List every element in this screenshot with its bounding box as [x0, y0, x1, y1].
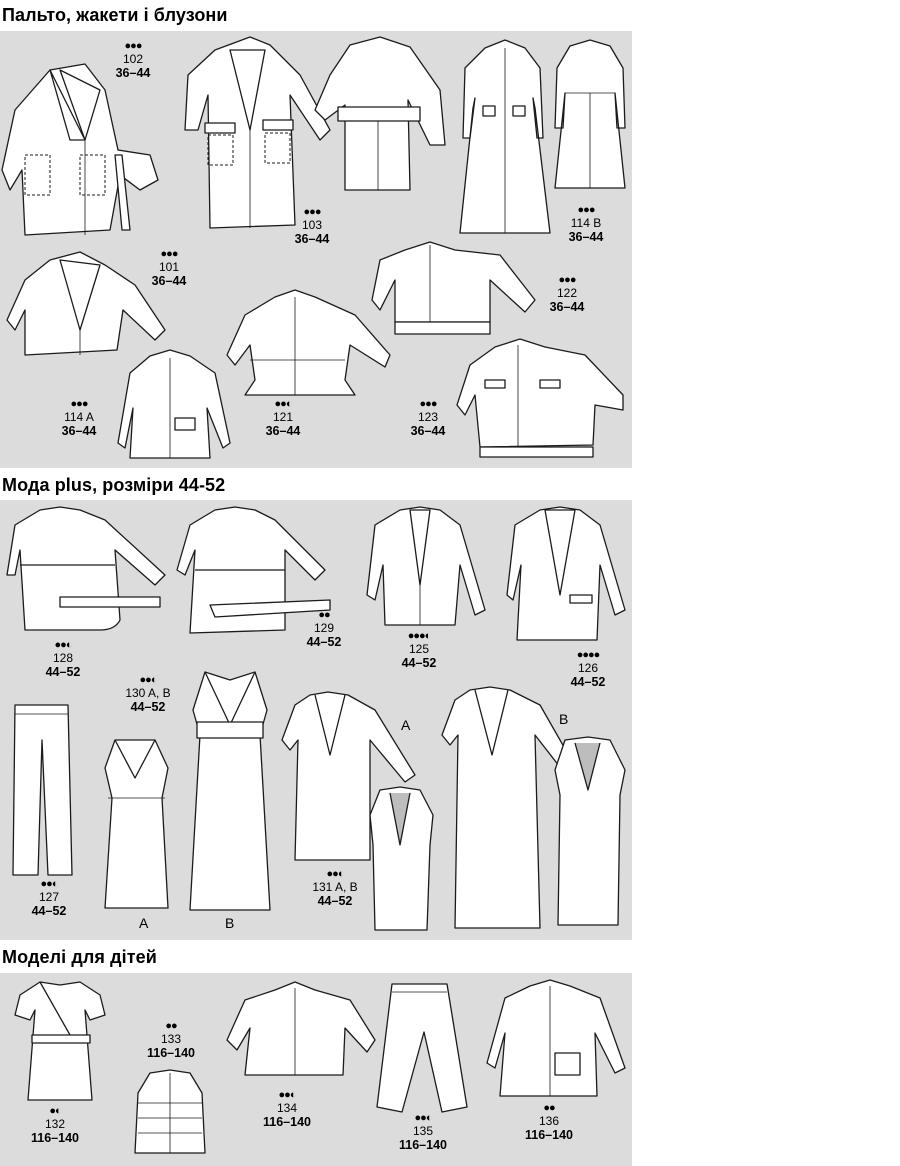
model-label-121: [258, 398, 308, 439]
variant-label-130b: B: [225, 915, 235, 931]
variant-label-131a: A: [401, 717, 411, 733]
variant-label-130a: A: [139, 915, 149, 931]
section-title-plus: Мода plus, розміри 44-52: [2, 475, 226, 495]
model-label-135: [395, 1112, 451, 1153]
model-number: 127: [38, 889, 60, 904]
size-range: 116–140: [147, 1046, 195, 1061]
model-number: 123: [417, 409, 439, 424]
model-label-102: [108, 40, 158, 81]
model-number: 134: [276, 1100, 298, 1115]
model-number: 136: [538, 1113, 560, 1128]
difficulty-dots: ●◐: [49, 1105, 61, 1117]
model-number: 121: [272, 409, 294, 424]
model-number: 131 A, B: [312, 879, 358, 894]
section-title-kids: Моделі для дітей: [2, 947, 157, 967]
model-label-125: [394, 630, 444, 671]
difficulty-dots: ●●●◐: [407, 630, 431, 642]
difficulty-dots: ●●: [165, 1020, 177, 1032]
coat-103-back-drawing: [310, 35, 450, 195]
model-label-122: [542, 274, 592, 315]
model-number: 128: [52, 650, 74, 665]
model-label-133: [143, 1020, 199, 1061]
size-range: 116–140: [31, 1131, 79, 1146]
model-number: 122: [556, 285, 578, 300]
blazer-126-drawing: [505, 505, 630, 645]
dress-131a-back-drawing: [365, 785, 440, 935]
model-label-132: [27, 1105, 83, 1146]
difficulty-dots: ●●: [543, 1102, 555, 1114]
difficulty-dots: ●●◐: [326, 868, 344, 880]
dress-coat-114b-back-drawing: [545, 38, 635, 193]
model-number: 135: [412, 1123, 434, 1138]
size-range: 44–52: [306, 635, 342, 650]
model-label-103: [287, 206, 337, 247]
size-range: 44–52: [130, 700, 166, 715]
blazer-125-drawing: [365, 505, 495, 630]
size-range: 36–44: [568, 230, 604, 245]
kids-coat-136-drawing: [485, 978, 630, 1100]
size-range: 36–44: [115, 66, 151, 81]
bomber-123-drawing: [455, 335, 630, 460]
model-label-114b: [561, 204, 611, 245]
model-label-123: [403, 398, 453, 439]
model-label-130: [118, 674, 178, 715]
section-title-coats: Пальто, жакети і блузони: [2, 5, 228, 25]
model-number: 103: [301, 217, 323, 232]
size-range: 36–44: [549, 300, 585, 315]
size-range: 36–44: [294, 232, 330, 247]
trousers-127-drawing: [10, 700, 75, 880]
model-label-134: [259, 1089, 315, 1130]
model-label-129: [299, 609, 349, 650]
difficulty-dots: ●●◐: [54, 639, 72, 651]
size-range: 44–52: [317, 894, 353, 909]
size-range: 44–52: [570, 675, 606, 690]
size-range: 44–52: [401, 656, 437, 671]
model-number: 101: [158, 259, 180, 274]
difficulty-dots: ●●●: [70, 398, 88, 410]
jacket-134-drawing: [225, 980, 380, 1090]
model-number: 102: [122, 51, 144, 66]
model-label-114a: [54, 398, 104, 439]
jacket-114a-drawing: [115, 348, 240, 463]
difficulty-dots: ●●◐: [139, 674, 157, 686]
model-number: 133: [160, 1031, 182, 1046]
model-number: 114 B: [570, 215, 602, 230]
difficulty-dots: ●●◐: [274, 398, 292, 410]
size-range: 36–44: [151, 274, 187, 289]
difficulty-dots: ●●●●: [576, 649, 600, 661]
difficulty-dots: ●●●: [577, 204, 595, 216]
size-range: 44–52: [45, 665, 81, 680]
vest-133-drawing: [130, 1068, 210, 1156]
difficulty-dots: ●●●: [160, 248, 178, 260]
model-number: 132: [44, 1116, 66, 1131]
model-label-101: [144, 248, 194, 289]
size-range: 36–44: [410, 424, 446, 439]
wrap-dress-132-drawing: [10, 980, 110, 1105]
model-number: 125: [408, 641, 430, 656]
dress-130b-drawing: [185, 670, 275, 915]
bomber-122-drawing: [370, 240, 540, 340]
size-range: 116–140: [263, 1115, 311, 1130]
difficulty-dots: ●●: [318, 609, 330, 621]
size-range: 116–140: [399, 1138, 447, 1153]
model-label-136: [521, 1102, 577, 1143]
difficulty-dots: ●●◐: [278, 1089, 296, 1101]
model-number: 114 A: [64, 409, 94, 424]
model-label-128: [38, 639, 88, 680]
difficulty-dots: ●●●: [124, 40, 142, 52]
difficulty-dots: ●●●: [419, 398, 437, 410]
size-range: 44–52: [31, 904, 67, 919]
model-number: 126: [577, 660, 599, 675]
size-range: 36–44: [61, 424, 97, 439]
size-range: 36–44: [265, 424, 301, 439]
size-range: 116–140: [525, 1128, 573, 1143]
model-label-131: [305, 868, 365, 909]
difficulty-dots: ●●◐: [40, 878, 58, 890]
jeans-135-drawing: [372, 982, 472, 1117]
difficulty-dots: ●●●: [303, 206, 321, 218]
variant-label-131b: B: [559, 711, 569, 727]
model-number: 130 A, B: [125, 685, 171, 700]
model-number: 129: [313, 620, 335, 635]
dress-131b-back-drawing: [550, 735, 630, 930]
difficulty-dots: ●●◐: [414, 1112, 432, 1124]
tunic-128-drawing: [5, 505, 170, 635]
difficulty-dots: ●●●: [558, 274, 576, 286]
model-label-126: [563, 649, 613, 690]
model-label-127: [24, 878, 74, 919]
dress-130a-drawing: [100, 738, 175, 913]
